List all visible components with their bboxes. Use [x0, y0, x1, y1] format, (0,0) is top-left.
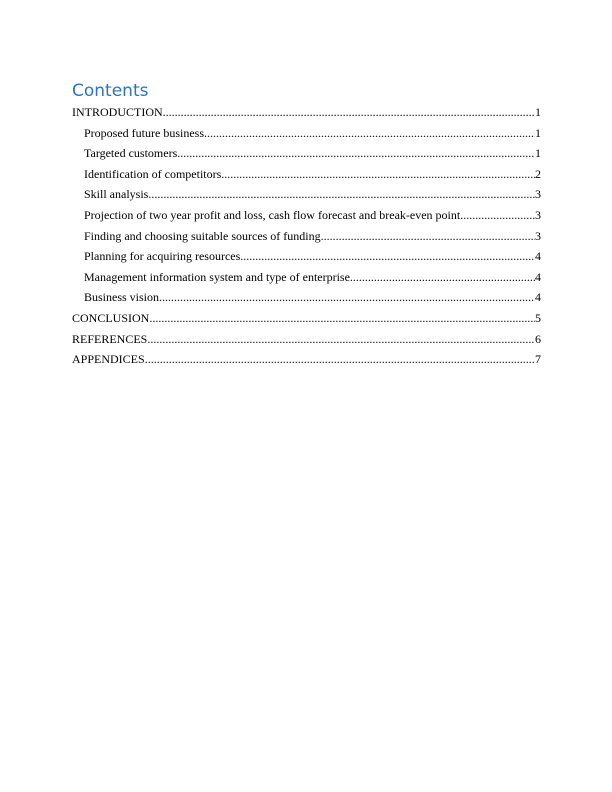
- toc-entry-projection[interactable]: [72, 205, 541, 226]
- toc-entry-label: APPENDICES: [72, 352, 145, 367]
- toc-entry-label: Identification of competitors: [84, 166, 222, 181]
- toc-page-number: 4: [535, 290, 541, 305]
- toc-entry-label: Planning for acquiring resources: [84, 249, 241, 264]
- toc-page-number: 7: [535, 352, 541, 367]
- toc-heading: Contents: [72, 81, 149, 101]
- toc-entry-label: Management information system and type of enterprise: [84, 269, 350, 284]
- toc-entry-business-vision[interactable]: [72, 287, 541, 308]
- toc-page-number: 4: [535, 249, 541, 264]
- toc-page-number: 1: [535, 125, 541, 140]
- toc-dot-leader: [240, 246, 535, 267]
- toc-entry-appendices[interactable]: [72, 349, 541, 370]
- toc-entry-acquiring-resources[interactable]: [72, 246, 541, 267]
- table-of-contents: [72, 102, 541, 370]
- toc-page-number: 1: [535, 146, 541, 161]
- toc-dot-leader: [159, 287, 535, 308]
- toc-dot-leader: [147, 329, 535, 350]
- toc-page-number: 3: [535, 187, 541, 202]
- toc-entry-label: CONCLUSION: [72, 310, 150, 325]
- toc-dot-leader: [148, 184, 535, 205]
- toc-dot-leader: [350, 267, 535, 288]
- toc-dot-leader: [321, 226, 535, 247]
- toc-dot-leader: [163, 102, 535, 123]
- toc-entry-label: Projection of two year profit and loss, cash flow forecast and break-even point: [84, 207, 461, 222]
- toc-page-number: 4: [535, 269, 541, 284]
- toc-entry-label: Skill analysis: [84, 187, 149, 202]
- toc-page-number: 3: [535, 228, 541, 243]
- toc-entry-targeted-customers[interactable]: [72, 143, 541, 164]
- toc-entry-proposed-future-business[interactable]: [72, 123, 541, 144]
- toc-entry-conclusion[interactable]: [72, 308, 541, 329]
- toc-page-number: 5: [535, 310, 541, 325]
- toc-page-number: 6: [535, 331, 541, 346]
- toc-dot-leader: [177, 143, 535, 164]
- toc-entry-skill-analysis[interactable]: [72, 184, 541, 205]
- toc-dot-leader: [221, 164, 535, 185]
- toc-dot-leader: [145, 349, 535, 370]
- toc-dot-leader: [204, 123, 535, 144]
- toc-dot-leader: [149, 308, 535, 329]
- toc-entry-sources-of-funding[interactable]: [72, 226, 541, 247]
- toc-entry-label: Proposed future business: [84, 125, 204, 140]
- toc-entry-references[interactable]: [72, 329, 541, 350]
- toc-entry-label: INTRODUCTION: [72, 105, 163, 119]
- toc-entry-management-information-system[interactable]: [72, 267, 541, 288]
- toc-entry-label: Targeted customers: [84, 146, 178, 161]
- toc-entry-label: Business vision: [84, 290, 160, 305]
- toc-entry-label: REFERENCES: [72, 331, 148, 346]
- toc-entry-label: Finding and choosing suitable sources of funding: [84, 228, 321, 243]
- toc-entry-identification-of-competitors[interactable]: [72, 164, 541, 185]
- toc-page-number: 1: [535, 105, 541, 119]
- toc-entry-introduction[interactable]: [72, 102, 541, 123]
- toc-page-number: 3: [535, 207, 541, 222]
- toc-page-number: 2: [535, 166, 541, 181]
- toc-dot-leader: [460, 205, 535, 226]
